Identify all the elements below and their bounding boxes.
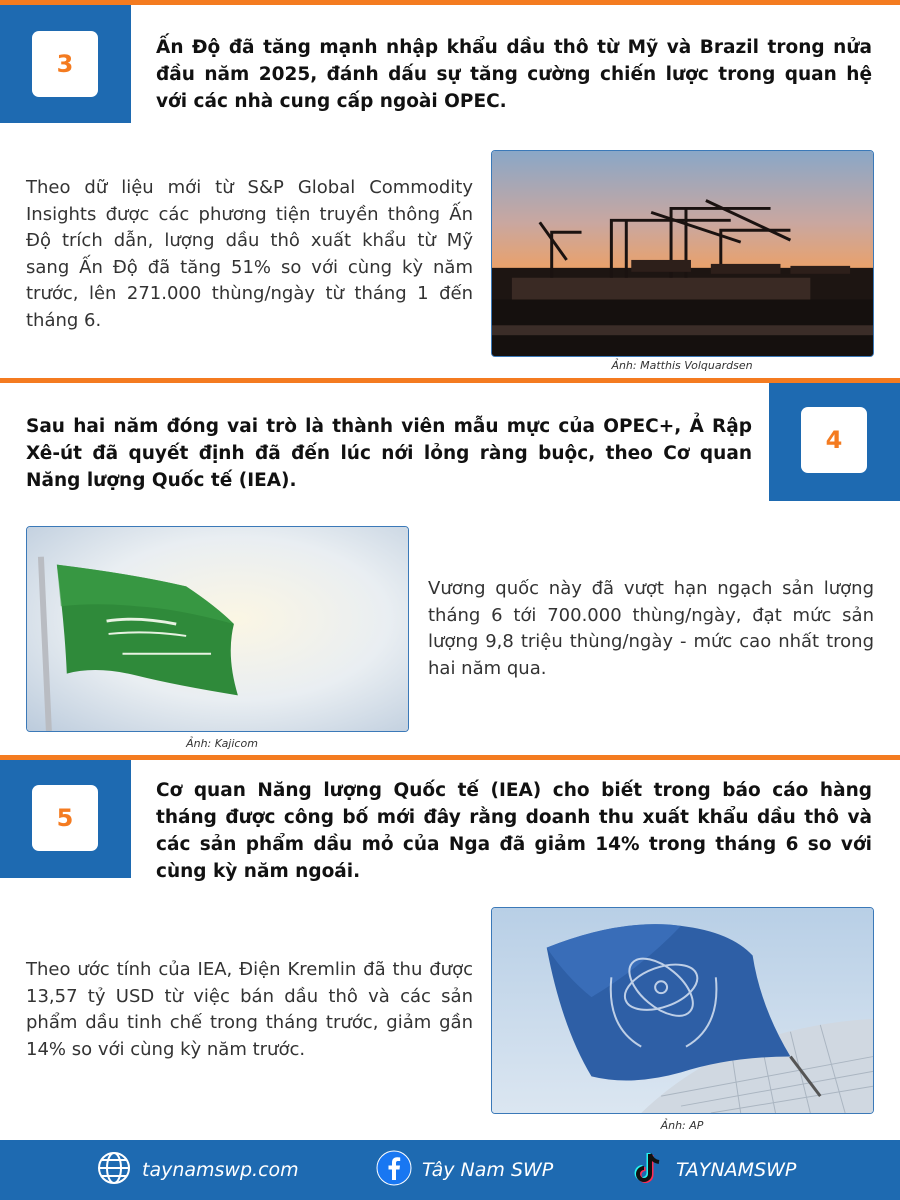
iaea-flag-photo: [491, 907, 874, 1114]
section-5-number: 5: [32, 785, 98, 851]
globe-icon: [96, 1150, 132, 1191]
port-cranes-photo: [491, 150, 874, 357]
section-5-divider: [0, 755, 900, 760]
section-4-headline: Sau hai năm đóng vai trò là thành viên mẫu mực của OPEC+, Ả Rập Xê-út đã quyết định đã đến lúc nới lỏng ràng buộc, theo Cơ quan Năng lượng Quốc tế (IEA).: [26, 416, 752, 491]
section-3-photo-caption: Ảnh: Matthis Volquardsen: [611, 359, 753, 372]
footer-tiktok[interactable]: [630, 1152, 796, 1188]
section-5-body: Theo ước tính của IEA, Điện Kremlin đã thu được 13,57 tỷ USD từ việc bán dầu thô và các sản phẩm dầu tinh chế trong tháng trước, giảm gần 14% so với cùng kỳ năm trước.: [26, 959, 473, 1060]
section-5-headline: Cơ quan Năng lượng Quốc tế (IEA) cho biết trong báo cáo hàng tháng được công bố mới đây rằng doanh thu xuất khẩu dầu thô và các sản phẩm dầu mỏ của Nga đã giảm 14% trong tháng 6 so với cùng kỳ năm ngoái.: [156, 780, 872, 882]
saudi-flag-photo: [26, 526, 409, 732]
section-3-headline: Ấn Độ đã tăng mạnh nhập khẩu dầu thô từ Mỹ và Brazil trong nửa đầu năm 2025, đánh dấu sự tăng cường chiến lược trong quan hệ với các nhà cung cấp ngoài OPEC.: [156, 37, 872, 112]
facebook-icon: [376, 1150, 412, 1191]
footer-facebook[interactable]: [376, 1152, 553, 1188]
footer-website[interactable]: [96, 1152, 299, 1188]
top-divider: [0, 0, 900, 5]
tiktok-icon: [630, 1150, 666, 1191]
section-4-body: Vương quốc này đã vượt hạn ngạch sản lượng tháng 6 tới 700.000 thùng/ngày, đạt mức sản lượng 9,8 triệu thùng/ngày - mức cao nhất trong hai năm qua.: [428, 578, 874, 679]
section-5-photo-caption: Ảnh: AP: [660, 1119, 704, 1132]
footer-bar: [0, 1140, 900, 1200]
section-4-divider: [0, 378, 900, 383]
section-3-number: 3: [32, 31, 98, 97]
footer-website-text: taynamswp.com: [142, 1159, 299, 1181]
section-4-photo-caption: Ảnh: Kajicom: [186, 737, 258, 750]
footer-facebook-text: Tây Nam SWP: [422, 1159, 554, 1181]
section-4-number: 4: [801, 407, 867, 473]
section-3-body: Theo dữ liệu mới từ S&P Global Commodity Insights được các phương tiện truyền thông Ấn Độ trích dẫn, lượng dầu thô xuất khẩu từ Mỹ sang Ấn Độ đã tăng 51% so với cùng kỳ năm trước, lên 271.000 thùng/ngày từ tháng 1 đến tháng 6.: [26, 177, 473, 331]
footer-tiktok-text: TAYNAMSWP: [676, 1159, 797, 1181]
